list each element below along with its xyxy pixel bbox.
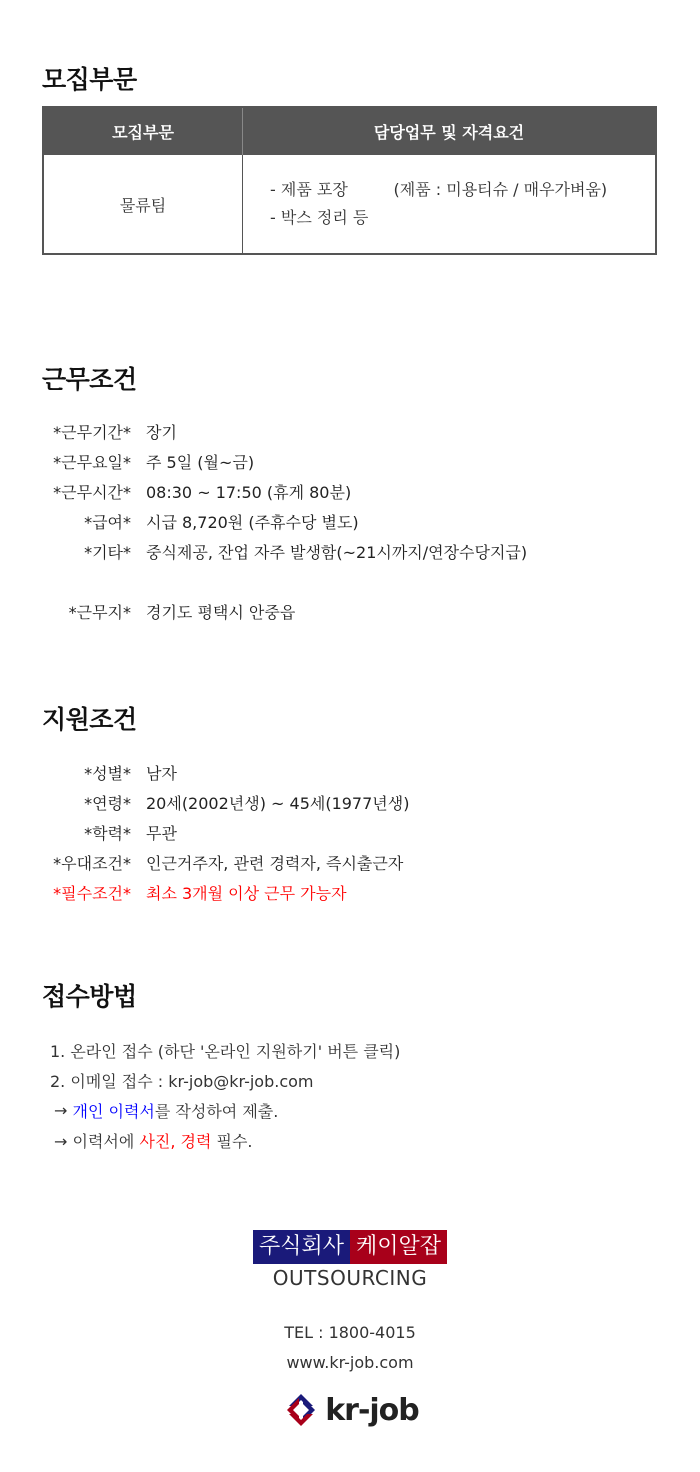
condition-row bbox=[0, 416, 177, 446]
condition-value: 중식제공, 잔업 자주 발생함(~21시까지/연장수당지급) bbox=[146, 542, 528, 562]
note-highlight: 사진, 경력 bbox=[139, 1131, 212, 1151]
apply-steps bbox=[50, 1035, 400, 1155]
note-text: 필수. bbox=[211, 1131, 253, 1151]
duty-line: - 박스 정리 등 bbox=[270, 208, 369, 227]
company-brand bbox=[253, 1230, 447, 1264]
duties-cell bbox=[243, 155, 657, 254]
note-text: 를 작성하여 제출. bbox=[154, 1101, 279, 1121]
brand-left: 주식회사 bbox=[253, 1230, 350, 1264]
eligibility-key: *연령* bbox=[84, 793, 131, 813]
table-header-row bbox=[43, 107, 656, 155]
company-footer bbox=[0, 1230, 700, 1434]
website-link[interactable]: www.kr-job.com bbox=[286, 1353, 414, 1372]
outsourcing-label: OUTSOURCING bbox=[272, 1266, 428, 1290]
condition-key: *근무시간* bbox=[53, 482, 131, 502]
condition-value: 장기 bbox=[146, 422, 177, 442]
condition-row bbox=[0, 446, 254, 476]
eligibility-key: *필수조건* bbox=[53, 883, 131, 903]
condition-key: *급여* bbox=[84, 512, 131, 532]
apply-step: 2. 이메일 접수 : kr-job@kr-job.com bbox=[50, 1071, 314, 1091]
eligibility-key: *우대조건* bbox=[53, 853, 131, 873]
eligibility-value: 무관 bbox=[146, 823, 177, 843]
recruit-table bbox=[42, 106, 657, 255]
note-arrow: → bbox=[54, 1100, 73, 1120]
condition-key: *근무지* bbox=[68, 602, 131, 622]
kr-job-logo bbox=[281, 1390, 419, 1430]
dept-cell: 물류팀 bbox=[43, 155, 243, 254]
condition-value: 08:30 ~ 17:50 (휴게 80분) bbox=[146, 482, 352, 502]
eligibility-row bbox=[0, 787, 409, 817]
condition-row bbox=[0, 506, 359, 536]
condition-key: *기타* bbox=[84, 542, 131, 562]
eligibility-value: 최소 3개월 이상 근무 가능자 bbox=[146, 883, 347, 903]
eligibility-key: *학력* bbox=[84, 823, 131, 843]
brand-right: 케이알잡 bbox=[350, 1230, 447, 1264]
eligibility-value: 20세(2002년생) ~ 45세(1977년생) bbox=[146, 793, 410, 813]
condition-value: 경기도 평택시 안중읍 bbox=[146, 602, 296, 622]
section-title-apply: 접수방법 bbox=[42, 982, 137, 1011]
eligibility-row bbox=[0, 847, 403, 877]
phone-number: TEL : 1800-4015 bbox=[284, 1323, 416, 1342]
eligibility-value: 인근거주자, 관련 경력자, 즉시출근자 bbox=[146, 853, 404, 873]
table-header-dept: 모집부문 bbox=[43, 107, 243, 155]
note-highlight: 개인 이력서 bbox=[72, 1101, 155, 1121]
condition-value: 시급 8,720원 (주휴수당 별도) bbox=[146, 512, 359, 532]
condition-key: *근무기간* bbox=[53, 422, 131, 442]
condition-value: 주 5일 (월~금) bbox=[146, 452, 255, 472]
eligibility-row-required bbox=[0, 877, 347, 907]
section-title-recruit: 모집부문 bbox=[42, 65, 137, 94]
eligibility-row bbox=[0, 757, 177, 787]
condition-key: *근무요일* bbox=[53, 452, 131, 472]
section-title-conditions: 근무조건 bbox=[42, 365, 137, 394]
condition-row bbox=[0, 596, 295, 626]
diamond-logo-icon bbox=[281, 1390, 321, 1430]
condition-row bbox=[0, 536, 527, 566]
condition-row bbox=[0, 476, 351, 506]
section-title-eligibility: 지원조건 bbox=[42, 705, 137, 734]
logo-wordmark: kr-job bbox=[325, 1392, 419, 1428]
eligibility-value: 남자 bbox=[146, 763, 177, 783]
eligibility-key: *성별* bbox=[84, 763, 131, 783]
table-header-duties: 담당업무 및 자격요건 bbox=[243, 107, 657, 155]
duty-line: - 제품 포장 (제품 : 미용티슈 / 매우가벼움) bbox=[270, 180, 608, 199]
table-row bbox=[43, 155, 656, 254]
apply-step: 1. 온라인 접수 (하단 '온라인 지원하기' 버튼 클릭) bbox=[50, 1041, 401, 1061]
eligibility-row bbox=[0, 817, 177, 847]
apply-note bbox=[50, 1125, 400, 1155]
apply-note bbox=[50, 1095, 400, 1125]
note-arrow: → 이력서에 bbox=[54, 1131, 140, 1151]
